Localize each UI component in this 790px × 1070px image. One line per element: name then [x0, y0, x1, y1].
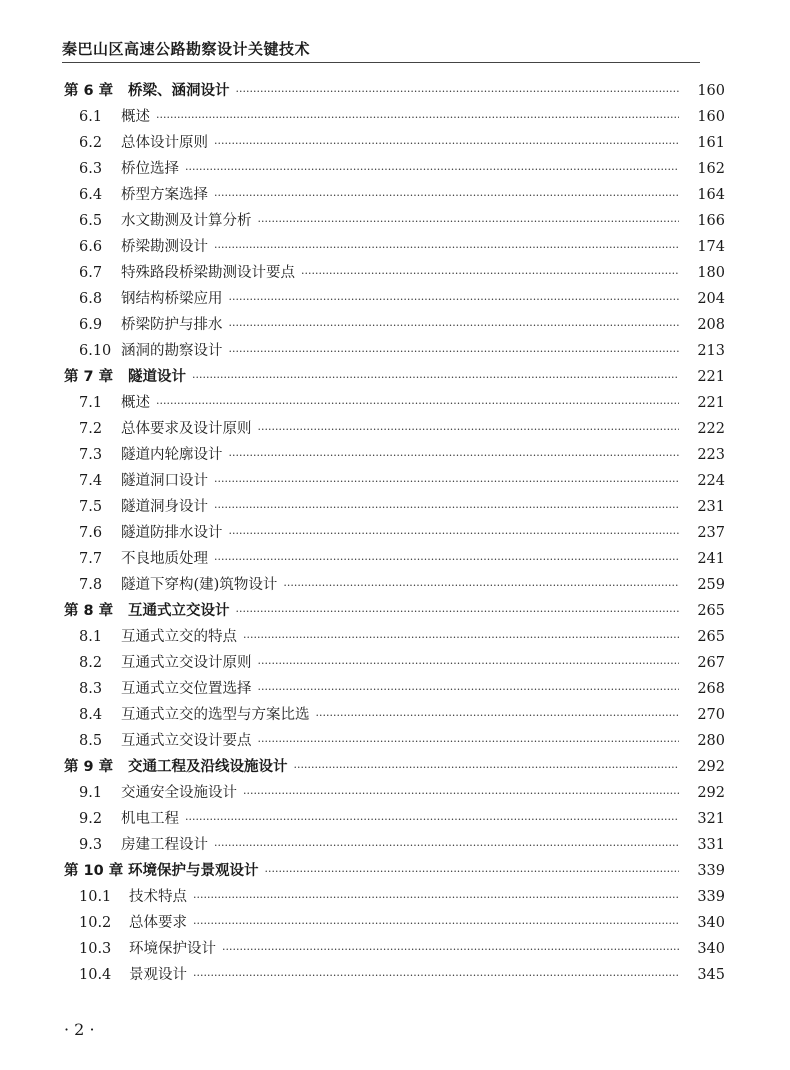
table-of-contents: [64, 78, 725, 988]
dot-leader: [236, 599, 680, 625]
toc-entry-number: 10.4: [79, 967, 112, 983]
toc-section-row[interactable]: [64, 468, 725, 494]
toc-section-row[interactable]: [64, 442, 725, 468]
toc-entry-number: 8.5: [79, 733, 103, 749]
dot-leader: [222, 937, 679, 963]
dot-leader: [156, 105, 679, 131]
toc-section-row[interactable]: [64, 676, 725, 702]
toc-page-number: 265: [697, 603, 725, 619]
dot-leader: [258, 209, 680, 235]
toc-page-number: 174: [697, 239, 725, 255]
toc-page-number: 292: [697, 759, 725, 775]
dot-leader: [214, 495, 679, 521]
toc-entry-number: 6.9: [79, 317, 103, 333]
toc-entry-title: 桥梁勘测设计: [121, 239, 208, 255]
toc-page-number: 259: [697, 577, 725, 593]
toc-entry-number: 6.6: [79, 239, 103, 255]
header-rule: [62, 62, 700, 63]
toc-entry-number: 10.1: [79, 889, 112, 905]
toc-page-number: 213: [697, 343, 725, 359]
dot-leader: [265, 859, 680, 885]
dot-leader: [229, 313, 680, 339]
toc-page-number: 292: [697, 785, 725, 801]
toc-entry-title: 桥梁、涵洞设计: [128, 83, 230, 99]
toc-chapter-row[interactable]: [64, 364, 725, 390]
toc-entry-title: 隧道洞口设计: [121, 473, 208, 489]
toc-entry-number: 8.2: [79, 655, 103, 671]
toc-page-number: 265: [697, 629, 725, 645]
dot-leader: [185, 807, 679, 833]
toc-entry-number: 8.3: [79, 681, 103, 697]
page-folio: · 2 ·: [64, 1020, 95, 1039]
toc-section-row[interactable]: [64, 624, 725, 650]
toc-entry-number: 6.8: [79, 291, 103, 307]
toc-section-row[interactable]: [64, 338, 725, 364]
toc-section-row[interactable]: [64, 962, 725, 988]
toc-entry-number: 第 9 章: [64, 759, 114, 775]
dot-leader: [214, 833, 679, 859]
toc-section-row[interactable]: [64, 260, 725, 286]
toc-section-row[interactable]: [64, 728, 725, 754]
toc-page-number: 180: [697, 265, 725, 281]
toc-page-number: 160: [697, 109, 725, 125]
toc-section-row[interactable]: [64, 780, 725, 806]
toc-page-number: 204: [697, 291, 725, 307]
toc-page-number: 222: [697, 421, 725, 437]
toc-entry-number: 6.3: [79, 161, 103, 177]
toc-entry-title: 互通式立交的选型与方案比选: [121, 707, 310, 723]
toc-section-row[interactable]: [64, 806, 725, 832]
dot-leader: [214, 547, 679, 573]
toc-page-number: 221: [697, 395, 725, 411]
toc-entry-title: 桥位选择: [121, 161, 179, 177]
toc-entry-title: 技术特点: [129, 889, 187, 905]
toc-section-row[interactable]: [64, 546, 725, 572]
dot-leader: [258, 651, 680, 677]
running-head: 秦巴山区高速公路勘察设计关键技术: [62, 40, 311, 58]
toc-section-row[interactable]: [64, 286, 725, 312]
toc-entry-title: 概述: [121, 395, 150, 411]
toc-entry-number: 7.3: [79, 447, 103, 463]
toc-entry-number: 9.1: [79, 785, 103, 801]
dot-leader: [193, 911, 679, 937]
toc-entry-title: 概述: [121, 109, 150, 125]
toc-section-row[interactable]: [64, 208, 725, 234]
toc-page-number: 270: [697, 707, 725, 723]
dot-leader: [193, 963, 679, 989]
toc-entry-number: 10.3: [79, 941, 112, 957]
toc-entry-title: 互通式立交设计: [128, 603, 230, 619]
toc-entry-number: 9.2: [79, 811, 103, 827]
dot-leader: [185, 157, 679, 183]
toc-chapter-row[interactable]: [64, 78, 725, 104]
dot-leader: [229, 287, 680, 313]
dot-leader: [156, 391, 679, 417]
toc-entry-title: 隧道防排水设计: [121, 525, 223, 541]
toc-page-number: 345: [697, 967, 725, 983]
toc-entry-title: 涵洞的勘察设计: [121, 343, 223, 359]
dot-leader: [214, 235, 679, 261]
toc-entry-title: 环境保护设计: [129, 941, 216, 957]
toc-section-row[interactable]: [64, 494, 725, 520]
toc-section-row[interactable]: [64, 572, 725, 598]
toc-entry-title: 互通式立交的特点: [121, 629, 237, 645]
toc-entry-number: 6.10: [79, 343, 112, 359]
toc-page-number: 241: [697, 551, 725, 567]
toc-page-number: 339: [697, 863, 725, 879]
toc-page-number: 268: [697, 681, 725, 697]
toc-entry-title: 环境保护与景观设计: [128, 863, 259, 879]
toc-chapter-row[interactable]: [64, 858, 725, 884]
toc-entry-title: 互通式立交设计要点: [121, 733, 252, 749]
toc-section-row[interactable]: [64, 650, 725, 676]
toc-section-row[interactable]: [64, 884, 725, 910]
toc-section-row[interactable]: [64, 156, 725, 182]
toc-entry-number: 7.5: [79, 499, 103, 515]
toc-entry-title: 房建工程设计: [121, 837, 208, 853]
toc-entry-number: 7.8: [79, 577, 103, 593]
toc-page-number: 221: [697, 369, 725, 385]
toc-page-number: 339: [697, 889, 725, 905]
toc-entry-title: 交通工程及沿线设施设计: [128, 759, 288, 775]
toc-section-row[interactable]: [64, 130, 725, 156]
toc-entry-title: 钢结构桥梁应用: [121, 291, 223, 307]
toc-entry-number: 6.5: [79, 213, 103, 229]
toc-entry-number: 7.2: [79, 421, 103, 437]
toc-page-number: 224: [697, 473, 725, 489]
toc-page-number: 340: [697, 941, 725, 957]
toc-page-number: 164: [697, 187, 725, 203]
dot-leader: [214, 183, 679, 209]
dot-leader: [294, 755, 680, 781]
toc-entry-number: 7.4: [79, 473, 103, 489]
toc-page-number: 280: [697, 733, 725, 749]
toc-page-number: 208: [697, 317, 725, 333]
toc-section-row[interactable]: [64, 234, 725, 260]
toc-page-number: 162: [697, 161, 725, 177]
toc-page-number: 166: [697, 213, 725, 229]
toc-page-number: 160: [697, 83, 725, 99]
toc-section-row[interactable]: [64, 936, 725, 962]
toc-entry-number: 9.3: [79, 837, 103, 853]
toc-chapter-row[interactable]: [64, 598, 725, 624]
dot-leader: [258, 677, 680, 703]
toc-section-row[interactable]: [64, 390, 725, 416]
toc-entry-number: 第 10 章: [64, 863, 124, 879]
toc-section-row[interactable]: [64, 520, 725, 546]
toc-entry-title: 总体设计原则: [121, 135, 208, 151]
dot-leader: [236, 79, 680, 105]
toc-entry-number: 7.1: [79, 395, 103, 411]
toc-page-number: 331: [697, 837, 725, 853]
toc-entry-number: 第 8 章: [64, 603, 114, 619]
toc-entry-number: 7.7: [79, 551, 103, 567]
toc-entry-number: 8.1: [79, 629, 103, 645]
toc-entry-title: 互通式立交设计原则: [121, 655, 252, 671]
toc-entry-title: 机电工程: [121, 811, 179, 827]
dot-leader: [243, 625, 679, 651]
toc-section-row[interactable]: [64, 832, 725, 858]
toc-entry-title: 桥型方案选择: [121, 187, 208, 203]
dot-leader: [229, 521, 680, 547]
toc-chapter-row[interactable]: [64, 754, 725, 780]
toc-entry-number: 7.6: [79, 525, 103, 541]
toc-entry-title: 交通安全设施设计: [121, 785, 237, 801]
toc-entry-title: 隧道洞身设计: [121, 499, 208, 515]
toc-entry-number: 6.4: [79, 187, 103, 203]
toc-entry-number: 第 7 章: [64, 369, 114, 385]
dot-leader: [229, 339, 680, 365]
toc-entry-title: 水文勘测及计算分析: [121, 213, 252, 229]
dot-leader: [243, 781, 679, 807]
toc-page-number: 223: [697, 447, 725, 463]
toc-page-number: 161: [697, 135, 725, 151]
toc-entry-title: 景观设计: [129, 967, 187, 983]
toc-entry-title: 隧道设计: [128, 369, 186, 385]
toc-entry-number: 6.2: [79, 135, 103, 151]
dot-leader: [214, 131, 679, 157]
toc-section-row[interactable]: [64, 702, 725, 728]
toc-entry-number: 8.4: [79, 707, 103, 723]
toc-entry-title: 不良地质处理: [121, 551, 208, 567]
dot-leader: [192, 365, 679, 391]
dot-leader: [193, 885, 679, 911]
toc-entry-title: 总体要求及设计原则: [121, 421, 252, 437]
toc-page-number: 321: [697, 811, 725, 827]
toc-page-number: 267: [697, 655, 725, 671]
toc-section-row[interactable]: [64, 910, 725, 936]
toc-entry-number: 6.1: [79, 109, 103, 125]
toc-entry-title: 特殊路段桥梁勘测设计要点: [121, 265, 295, 281]
toc-entry-title: 总体要求: [129, 915, 187, 931]
dot-leader: [258, 729, 680, 755]
toc-section-row[interactable]: [64, 104, 725, 130]
toc-entry-title: 互通式立交位置选择: [121, 681, 252, 697]
dot-leader: [258, 417, 680, 443]
toc-entry-number: 第 6 章: [64, 83, 114, 99]
toc-entry-number: 10.2: [79, 915, 112, 931]
toc-entry-title: 隧道下穿构(建)筑物设计: [121, 577, 278, 593]
dot-leader: [301, 261, 679, 287]
dot-leader: [316, 703, 680, 729]
toc-section-row[interactable]: [64, 312, 725, 338]
toc-entry-number: 6.7: [79, 265, 103, 281]
toc-entry-title: 隧道内轮廓设计: [121, 447, 223, 463]
toc-page-number: 237: [697, 525, 725, 541]
toc-page-number: 231: [697, 499, 725, 515]
toc-entry-title: 桥梁防护与排水: [121, 317, 223, 333]
toc-section-row[interactable]: [64, 182, 725, 208]
toc-section-row[interactable]: [64, 416, 725, 442]
dot-leader: [229, 443, 680, 469]
toc-page-number: 340: [697, 915, 725, 931]
dot-leader: [214, 469, 679, 495]
dot-leader: [283, 573, 679, 599]
